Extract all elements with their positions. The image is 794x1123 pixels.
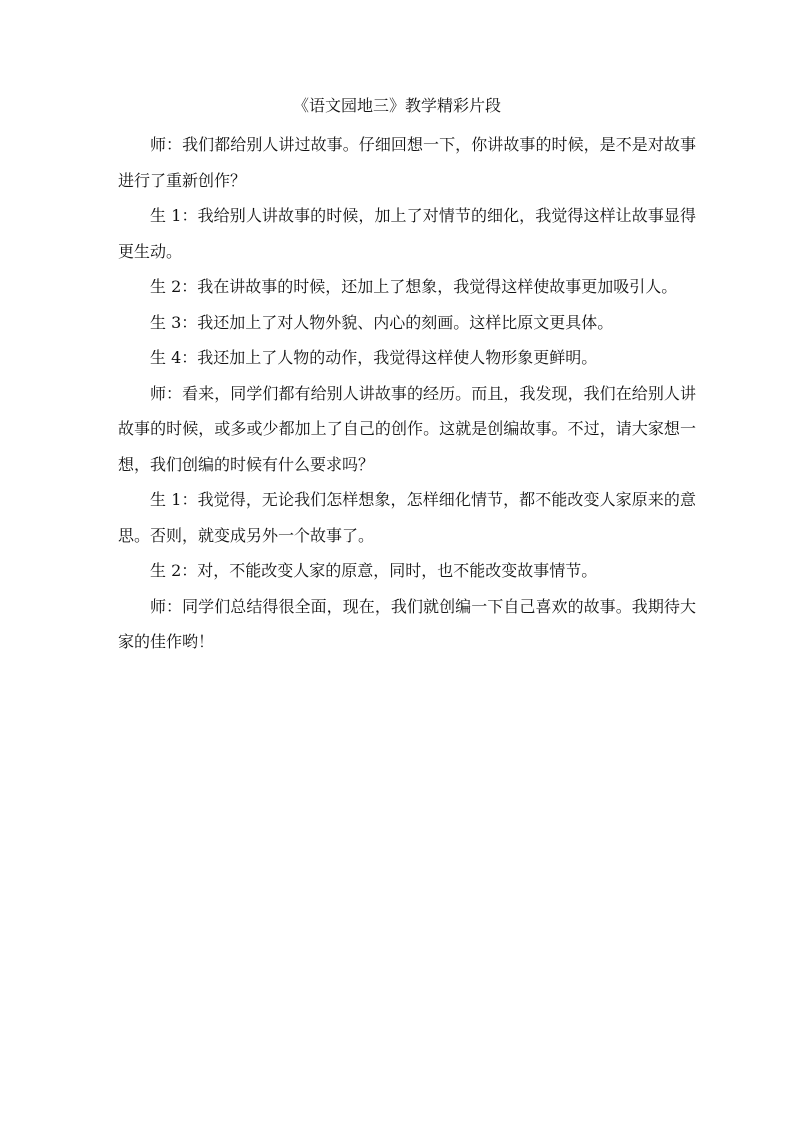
paragraph-teacher-1: 师：我们都给别人讲过故事。仔细回想一下，你讲故事的时候，是不是对故事进行了重新创作？: [118, 135, 696, 190]
paragraph-teacher-2: 师：看来，同学们都有给别人讲故事的经历。而且，我发现，我们在给别人讲故事的时候，或多或少都加上了自己的创作。这就是创编故事。不过，请大家想一想，我们创编的时候有什么要求吗？: [118, 383, 696, 474]
paragraph-student-1b: 生 1：我觉得，无论我们怎样想象，怎样细化情节，都不能改变人家原来的意思。否则，就变成另外一个故事了。: [118, 490, 696, 545]
paragraph-student-2: 生 2：我在讲故事的时候，还加上了想象，我觉得这样使故事更加吸引人。: [150, 277, 678, 296]
paragraph-student-1: 生 1：我给别人讲故事的时候，加上了对情节的细化，我觉得这样让故事显得更生动。: [118, 206, 696, 261]
paragraph-teacher-3: 师：同学们总结得很全面，现在，我们就创编一下自己喜欢的故事。我期待大家的佳作哟！: [118, 596, 696, 651]
paragraph-student-3: 生 3：我还加上了对人物外貌、内心的刻画。这样比原文更具体。: [150, 312, 614, 332]
paragraph-student-2b: 生 2：对，不能改变人家的原意，同时，也不能改变故事情节。: [150, 561, 598, 580]
document-title: 《语文园地三》教学精彩片段: [292, 96, 501, 115]
document-body: [118, 127, 696, 660]
paragraph-student-4: 生 4：我还加上了人物的动作，我觉得这样使人物形象更鲜明。: [150, 348, 598, 367]
